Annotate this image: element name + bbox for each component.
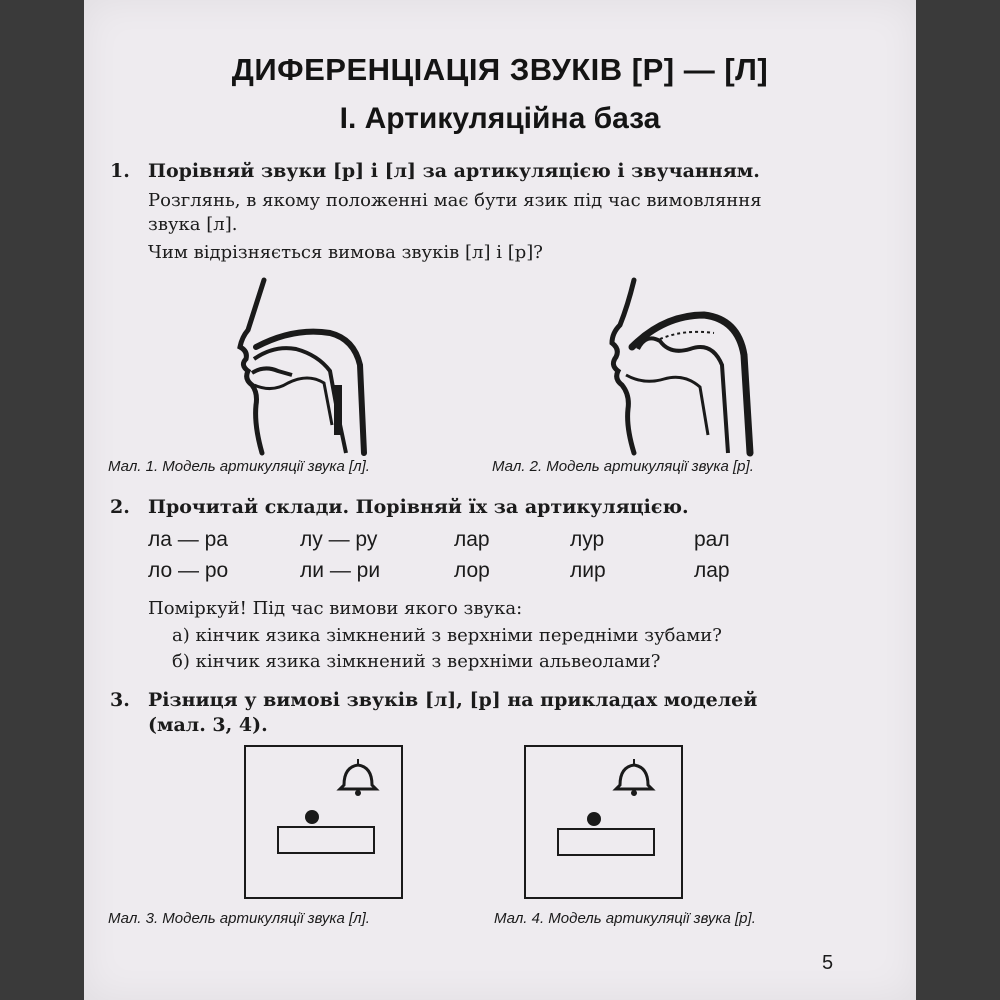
task-2-option-a: а) кінчик язика зімкнений з верхніми передніми зубами? <box>172 625 722 646</box>
task-1-text-line-1: Розглянь, в якому положенні має бути язик під час вимовляння <box>148 190 762 211</box>
tongue-tip-dot <box>305 810 319 824</box>
syllable: лу — ру <box>300 528 378 551</box>
page-title: ДИФЕРЕНЦІАЦІЯ ЗВУКІВ [Р] — [Л] <box>231 52 769 87</box>
figure-4-caption: Мал. 4. Модель артикуляції звука [р]. <box>494 910 756 927</box>
bell-icon <box>616 759 652 796</box>
figure-1-caption: Мал. 1. Модель артикуляції звука [л]. <box>108 458 370 475</box>
task-2-number: 2. <box>110 496 130 518</box>
tongue-block <box>278 827 374 853</box>
syllable: лир <box>570 559 606 582</box>
syllable: ли — ри <box>300 559 381 582</box>
page-number: 5 <box>822 952 834 974</box>
articulation-profile-r-icon <box>604 275 764 455</box>
tongue-tip-dot <box>587 812 601 826</box>
task-2-option-b: б) кінчик язика зімкнений з верхніми альвеолами? <box>172 651 661 672</box>
syllable: ло — ро <box>148 559 229 582</box>
syllable: ла — ра <box>148 528 228 551</box>
syllable: лар <box>694 559 730 582</box>
syllable: лор <box>454 559 490 582</box>
task-3-heading-line-2: (мал. 3, 4). <box>148 714 268 736</box>
task-1-number: 1. <box>110 160 130 182</box>
task-2-prompt: Поміркуй! Під час вимови якого звука: <box>148 598 523 619</box>
task-3-heading-line-1: Різниця у вимові звуків [л], [р] на прикладах моделей <box>148 689 758 711</box>
task-1-text-line-3: Чим відрізняється вимова звуків [л] і [р]? <box>148 242 543 263</box>
bell-icon <box>340 759 376 796</box>
task-3-number: 3. <box>110 689 130 711</box>
syllable: рал <box>694 528 730 551</box>
syllable: лур <box>570 528 605 551</box>
task-2-heading: Прочитай склади. Порівняй їх за артикуляцією. <box>148 496 689 518</box>
tongue-block <box>558 829 654 855</box>
section-heading: I. Артикуляційна база <box>339 102 661 135</box>
articulation-profile-l-icon <box>234 275 384 455</box>
task-1-heading: Порівняй звуки [р] і [л] за артикуляцією і звучанням. <box>148 160 760 182</box>
model-r-diagram <box>524 745 684 900</box>
syllable: лар <box>454 528 490 551</box>
figure-2-caption: Мал. 2. Модель артикуляції звука [р]. <box>492 458 754 475</box>
model-l-diagram <box>244 745 404 900</box>
task-1-text-line-2: звука [л]. <box>148 214 238 235</box>
figure-3-caption: Мал. 3. Модель артикуляції звука [л]. <box>108 910 370 927</box>
textbook-page <box>84 0 916 1000</box>
